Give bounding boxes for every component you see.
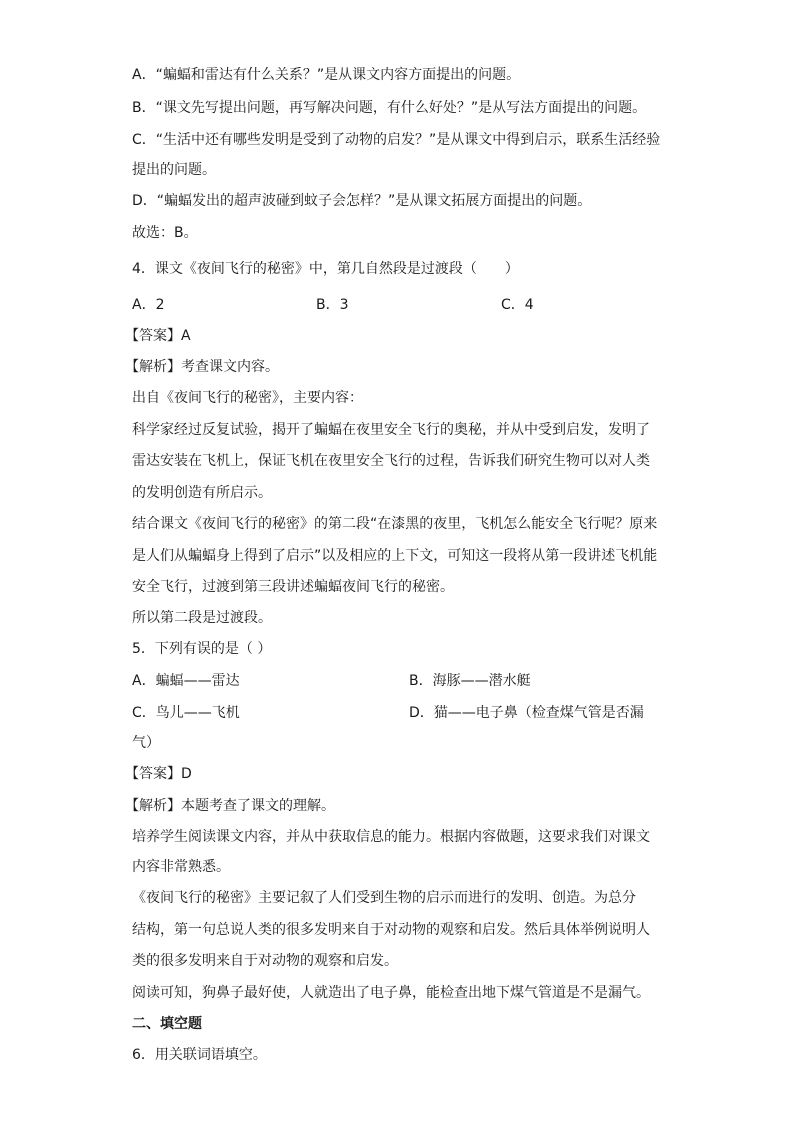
q4-option-a: A．2 <box>132 297 165 313</box>
q4-para-1: 出自《夜间飞行的秘密》，主要内容： <box>132 390 363 406</box>
q4-para-2-line2: 雷达安装在飞机上，保证飞机在夜里安全飞行的过程，告诉我们研究生物可以对人类 <box>132 453 650 469</box>
q4-question: 4．课文《夜间飞行的秘密》中，第几自然段是过渡段（ ） <box>132 261 519 277</box>
q5-para-1-line1: 培养学生阅读课文内容，并从中获取信息的能力。根据内容做题，这要求我们对课文 <box>132 829 650 845</box>
q4-answer: 【答案】A <box>125 328 191 344</box>
q4-option-b: B．3 <box>316 297 349 313</box>
q5-analysis: 【解析】本题考查了课文的理解。 <box>125 798 335 814</box>
q5-option-d-line2: 气） <box>132 735 160 751</box>
q6-question: 6．用关联词语填空。 <box>132 1047 267 1063</box>
q3-option-c-line2: 提出的问题。 <box>132 162 216 178</box>
q5-para-2-line2: 结构，第一句总说人类的很多发明来自于对动物的观察和启发。然后具体举例说明人 <box>132 922 650 938</box>
q5-option-c: C．鸟儿——飞机 <box>132 705 240 721</box>
q3-option-c-line1: C．“生活中还有哪些发明是受到了动物的启发？”是从课文中得到启示，联系生活经验 <box>132 132 661 148</box>
q4-option-c: C．4 <box>501 297 534 313</box>
q3-option-b: B．“课文先写提出问题，再写解决问题，有什么好处？”是从写法方面提出的问题。 <box>132 100 647 116</box>
q3-choice: 故选：B。 <box>132 225 198 241</box>
q4-analysis: 【解析】考查课文内容。 <box>125 359 279 375</box>
q5-option-a: A．蝙蝠——雷达 <box>132 673 240 689</box>
q5-para-2-line1: 《夜间飞行的秘密》主要记叙了人们受到生物的启示而进行的发明、创造。为总分 <box>132 890 636 906</box>
q4-para-3-line1: 结合课文《夜间飞行的秘密》的第二段“在漆黑的夜里，飞机怎么能安全飞行呢？原来 <box>132 516 658 532</box>
q3-option-d: D．“蝙蝠发出的超声波碰到蚊子会怎样？”是从课文拓展方面提出的问题。 <box>132 193 592 209</box>
q5-para-2-line3: 类的很多发明来自于对动物的观察和启发。 <box>132 953 398 969</box>
q5-question: 5．下列有误的是（ ） <box>132 641 272 657</box>
section-heading-fill-blank: 二、填空题 <box>132 1016 202 1032</box>
q5-answer: 【答案】D <box>125 766 192 782</box>
q5-para-1-line2: 内容非常熟悉。 <box>132 859 230 875</box>
q4-para-2-line1: 科学家经过反复试验，揭开了蝙蝠在夜里安全飞行的奥秘，并从中受到启发，发明了 <box>132 422 650 438</box>
q5-option-d-line1: D．猫——电子鼻（检查煤气管是否漏 <box>409 705 644 721</box>
q4-para-2-line3: 的发明创造有所启示。 <box>132 485 272 501</box>
q4-para-3-line3: 安全飞行，过渡到第三段讲述蝙蝠夜间飞行的秘密。 <box>132 579 454 595</box>
q3-option-a: A．“蝙蝠和雷达有什么关系？”是从课文内容方面提出的问题。 <box>132 67 521 83</box>
q5-para-3: 阅读可知，狗鼻子最好使，人就造出了电子鼻，能检查出地下煤气管道是不是漏气。 <box>132 985 650 1001</box>
q4-para-4: 所以第二段是过渡段。 <box>132 610 272 626</box>
q5-option-b: B．海豚——潜水艇 <box>409 673 531 689</box>
q4-para-3-line2: 是人们从蝙蝠身上得到了启示”以及相应的上下文，可知这一段将从第一段讲述飞机能 <box>132 548 658 564</box>
